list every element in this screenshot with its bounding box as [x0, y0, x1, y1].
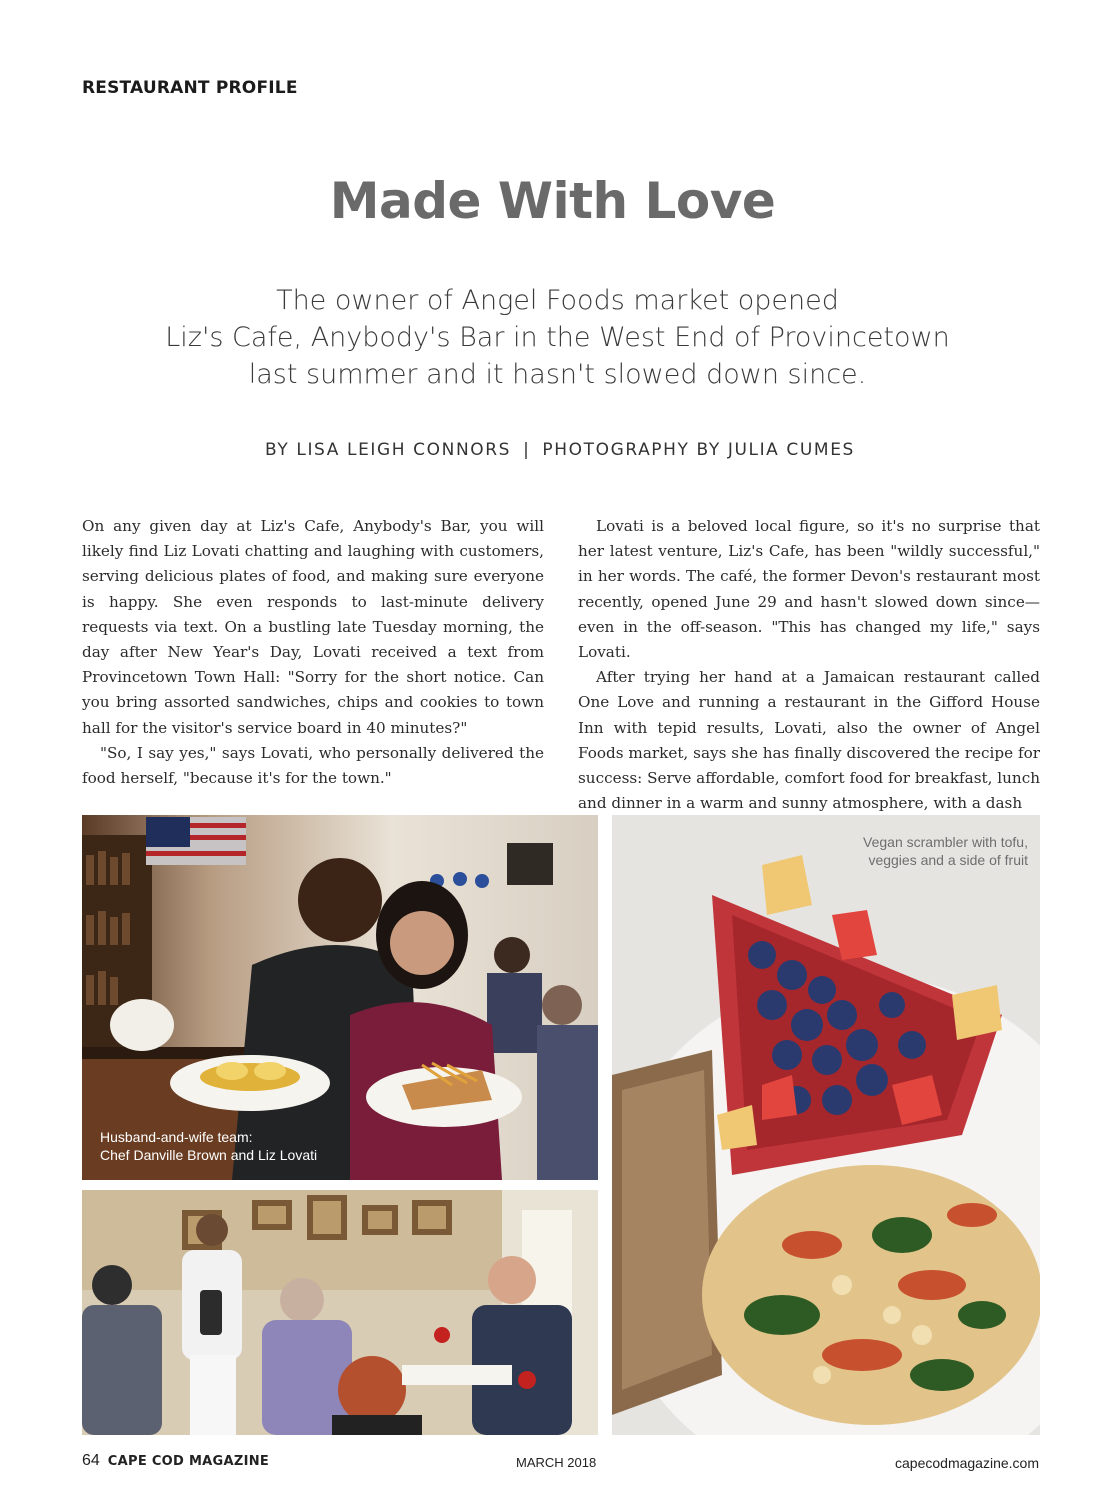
section-label: RESTAURANT PROFILE [82, 78, 298, 98]
photo-food-illustration [612, 815, 1040, 1435]
byline-author: BY LISA LEIGH CONNORS [265, 440, 512, 460]
photo-dining-room [82, 1190, 598, 1435]
footer-website: capecodmagazine.com [895, 1455, 1039, 1471]
body-column-left [82, 514, 544, 791]
footer-left [82, 1452, 269, 1470]
caption-line: Chef Danville Brown and Liz Lovati [100, 1147, 318, 1163]
byline-photographer: PHOTOGRAPHY BY JULIA CUMES [542, 440, 855, 460]
caption-line: veggies and a side of fruit [868, 852, 1028, 868]
caption-line: Vegan scrambler with tofu, [863, 834, 1028, 850]
deck [100, 282, 1015, 393]
page-number: 64 [82, 1452, 100, 1469]
photo-couple-caption [100, 1128, 317, 1164]
body-column-right [578, 514, 1040, 816]
byline-separator: | [523, 440, 531, 460]
caption-line: Husband-and-wife team: [100, 1129, 253, 1145]
headline: Made With Love [329, 172, 776, 230]
body-paragraph: Lovati is a beloved local figure, so it's no surprise that her latest venture, Liz's Cafe, has been "wildly successful," in her words. The café, the former Devon's restaurant most recently, opened June 29 and hasn't slowed down since—even in the off-season. "This has changed my life," says Lovati. [578, 517, 1040, 662]
photo-couple [82, 815, 598, 1180]
body-paragraph: "So, I say yes," says Lovati, who personally delivered the food herself, "because it's for the town." [82, 743, 544, 788]
photo-couple-illustration [82, 815, 598, 1180]
byline [0, 440, 1105, 460]
magazine-name: CAPE COD MAGAZINE [107, 1454, 270, 1469]
deck-line: The owner of Angel Foods market opened [276, 285, 839, 316]
deck-line: last summer and it hasn't slowed down since. [248, 359, 867, 390]
body-paragraph: On any given day at Liz's Cafe, Anybody's Bar, you will likely find Liz Lovati chatting and laughing with customers, serving delicious plates of food, and making sure everyone is happy. She even responds to last-minute delivery requests via text. On a bustling late Tuesday morning, the day after New Year's Day, Lovati received a text from Provincetown Town Hall: "Sorry for the short notice. Can you bring assorted sandwiches, chips and cookies to town hall for the visitor's service board in 40 minutes?" [82, 517, 544, 737]
photo-food-caption [863, 833, 1028, 869]
photo-food [612, 815, 1040, 1435]
body-paragraph: After trying her hand at a Jamaican restaurant called One Love and running a restaurant in the Gifford House Inn with tepid results, Lovati, also the owner of Angel Foods market, says she has finally discovered the recipe for success: Serve affordable, comfort food for breakfast, lunch and dinner in a warm and sunny atmosphere, with a dash [578, 668, 1040, 813]
footer-issue: MARCH 2018 [516, 1455, 597, 1470]
photo-dining-room-illustration [82, 1190, 598, 1435]
deck-line: Liz's Cafe, Anybody's Bar in the West End of Provincetown [165, 322, 950, 353]
